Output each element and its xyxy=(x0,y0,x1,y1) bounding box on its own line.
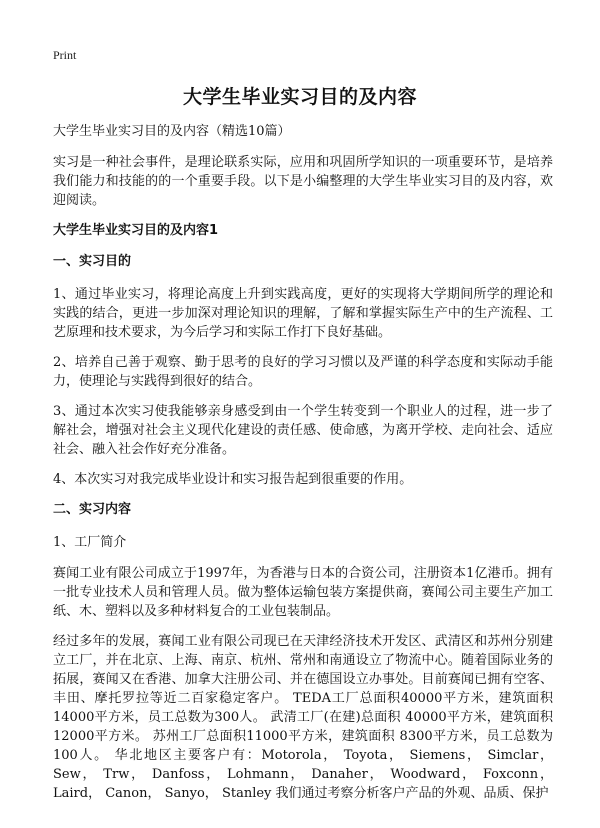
intro-paragraph: 实习是一种社会事件，是理论联系实际，应用和巩固所学知识的一项重要环节，是培养我们能力和技能的的一个重要手段。以下是小编整理的大学生毕业实习目的及内容，欢迎阅读。 xyxy=(53,155,553,208)
sub-heading-factory: 1、工厂简介 xyxy=(53,535,127,550)
factory-paragraph: 经过多年的发展，赛闻工业有限公司现已在天津经济技术开发区、武清区和苏州分别建立工厂，并在北京、上海、南京、杭州、常州和南通设立了物流中心。随着国际业务的拓展，赛闻又在香港、加拿大注册公司、并在德国设立办事处。目前赛闻已拥有空客、丰田、摩托罗拉等近二百家稳定客户。 TEDA工厂总面积40000平方米，建筑面积14000平方米，员工总数为300人。 武清工厂(在建)总面积 40000平方米，建筑面积12000平方米。 苏州工厂总面积11000平方米，建筑面积 8300平方米，员工总数为100人。 华北地区主要客户有：Motorola， Toyota， Siemens， Simclar， Sew， Trw， Danfoss， Lohmann， Danaher， Woodward， Foxconn， Laird， Canon， Sanyo， Stanley 我们通过考察分析客户产品的外观、品质、保护 xyxy=(53,634,553,801)
print-label[interactable]: Print xyxy=(53,48,77,62)
goal-item: 1、通过毕业实习，将理论高度上升到实践高度，更好的实现将大学期间所学的理论和实践的结合，更进一步加深对理论知识的理解，了解和掌握实际生产中的生产流程、工艺原理和技术要求，为今后学习和实际工作打下良好基础。 xyxy=(53,287,553,340)
part-heading-goals: 一、实习目的 xyxy=(53,254,132,269)
goal-item: 4、本次实习对我完成毕业设计和实习报告起到很重要的作用。 xyxy=(53,472,413,487)
goal-item: 3、通过本次实习使我能够亲身感受到由一个学生转变到一个职业人的过程，进一步了解社会，增强对社会主义现代化建设的责任感、使命感，为离开学校、走向社会、适应社会、融入社会作好充分准备。 xyxy=(53,404,553,457)
document-title: 大学生毕业实习目的及内容 xyxy=(182,86,417,108)
section-title: 大学生毕业实习目的及内容1 xyxy=(53,223,219,238)
document-body xyxy=(53,122,553,814)
factory-paragraph: 赛闻工业有限公司成立于1997年，为香港与日本的合资公司，注册资本1亿港币。拥有一批专业技术人员和管理人员。做为整体运输包装方案提供商，赛闻公司主要生产加工纸、木、塑料以及多种材料复合的工业包装制品。 xyxy=(53,566,553,619)
part-heading-content: 二、实习内容 xyxy=(53,502,132,517)
goal-item: 2、培养自己善于观察、勤于思考的良好的学习习惯以及严谨的科学态度和实际动手能力，使理论与实践得到很好的结合。 xyxy=(53,355,553,389)
document-subtitle: 大学生毕业实习目的及内容（精选10篇） xyxy=(53,124,291,139)
